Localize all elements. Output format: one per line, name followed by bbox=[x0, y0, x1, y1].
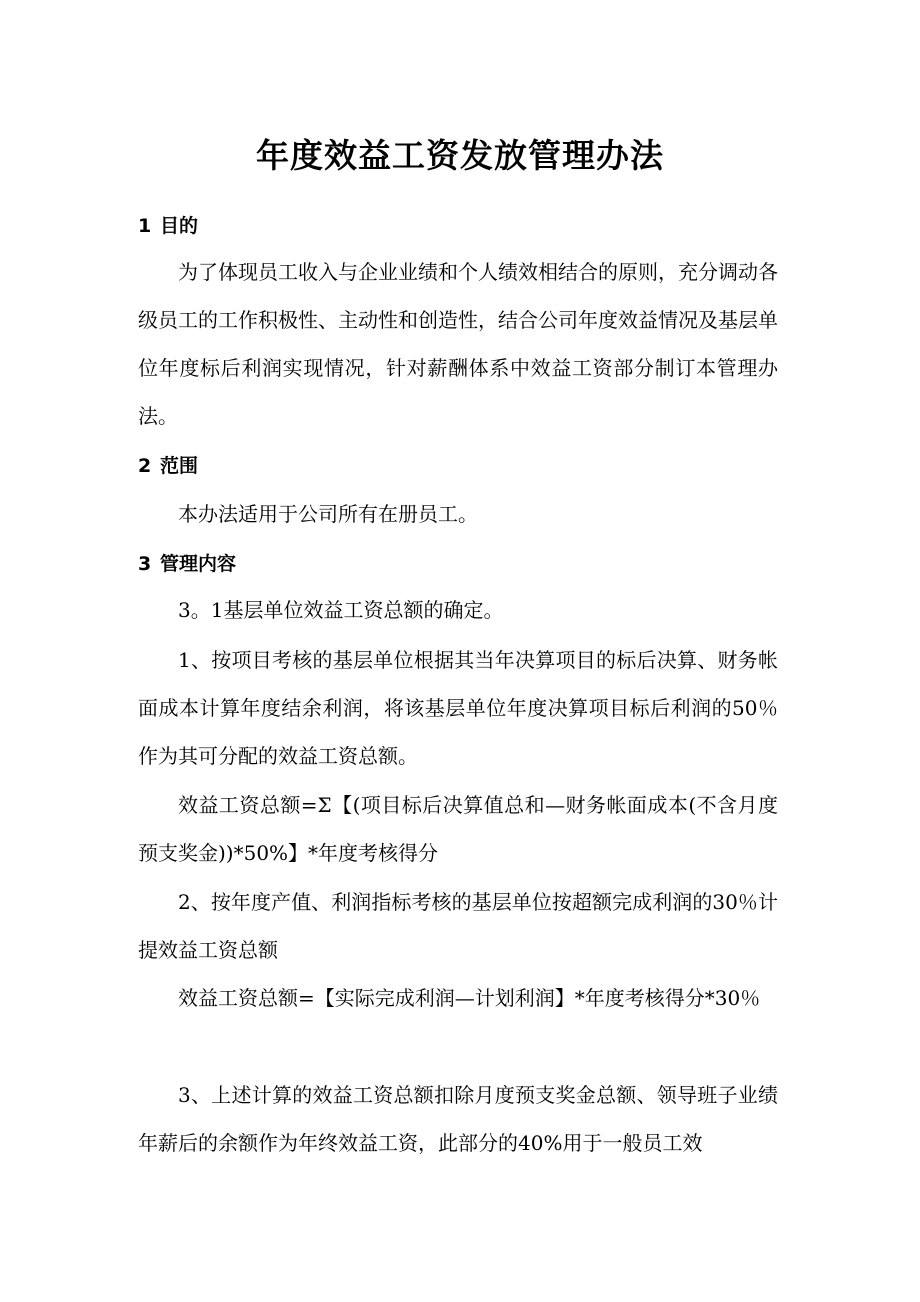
document-title: 年度效益工资发放管理办法 bbox=[256, 136, 664, 175]
section-heading-management bbox=[138, 550, 236, 578]
section-title: 管理内容 bbox=[160, 553, 237, 575]
section-heading-purpose bbox=[138, 212, 198, 240]
section-number: 2 bbox=[138, 455, 152, 477]
rule-3-paragraph: 3、上述计算的效益工资总额扣除月度预支奖金总额、领导班子业绩年薪后的余额作为年终效益工资，此部分的40%用于一般员工效 bbox=[138, 1083, 778, 1155]
rule-2-paragraph: 2、按年度产值、利润指标考核的基层单位按超额完成利润的30％计提效益工资总额 bbox=[138, 890, 778, 962]
section-number: 1 bbox=[138, 215, 152, 237]
purpose-paragraph: 为了体现员工收入与企业业绩和个人绩效相结合的原则，充分调动各级员工的工作积极性、主动性和创造性，结合公司年度效益情况及基层单位年度标后利润实现情况，针对薪酬体系中效益工资部分制订本管理办法。 bbox=[138, 260, 778, 428]
rule-1-paragraph: 1、按项目考核的基层单位根据其当年决算项目的标后决算、财务帐面成本计算年度结余利润，将该基层单位年度决算项目标后利润的50％作为其可分配的效益工资总额。 bbox=[138, 648, 778, 768]
section-heading-scope bbox=[138, 452, 198, 480]
formula-2: 效益工资总额=【实际完成利润—计划利润】*年度考核得分*30％ bbox=[178, 986, 761, 1010]
subsection-3-1: 3。1基层单位效益工资总额的确定。 bbox=[178, 598, 504, 622]
scope-paragraph: 本办法适用于公司所有在册员工。 bbox=[178, 502, 478, 526]
section-title: 目的 bbox=[160, 215, 199, 237]
formula-1: 效益工资总额=Σ【(项目标后决算值总和—财务帐面成本(不含月度预支奖金))*50%】*年度考核得分 bbox=[138, 793, 778, 865]
section-number: 3 bbox=[138, 553, 152, 575]
section-title: 范围 bbox=[160, 455, 199, 477]
